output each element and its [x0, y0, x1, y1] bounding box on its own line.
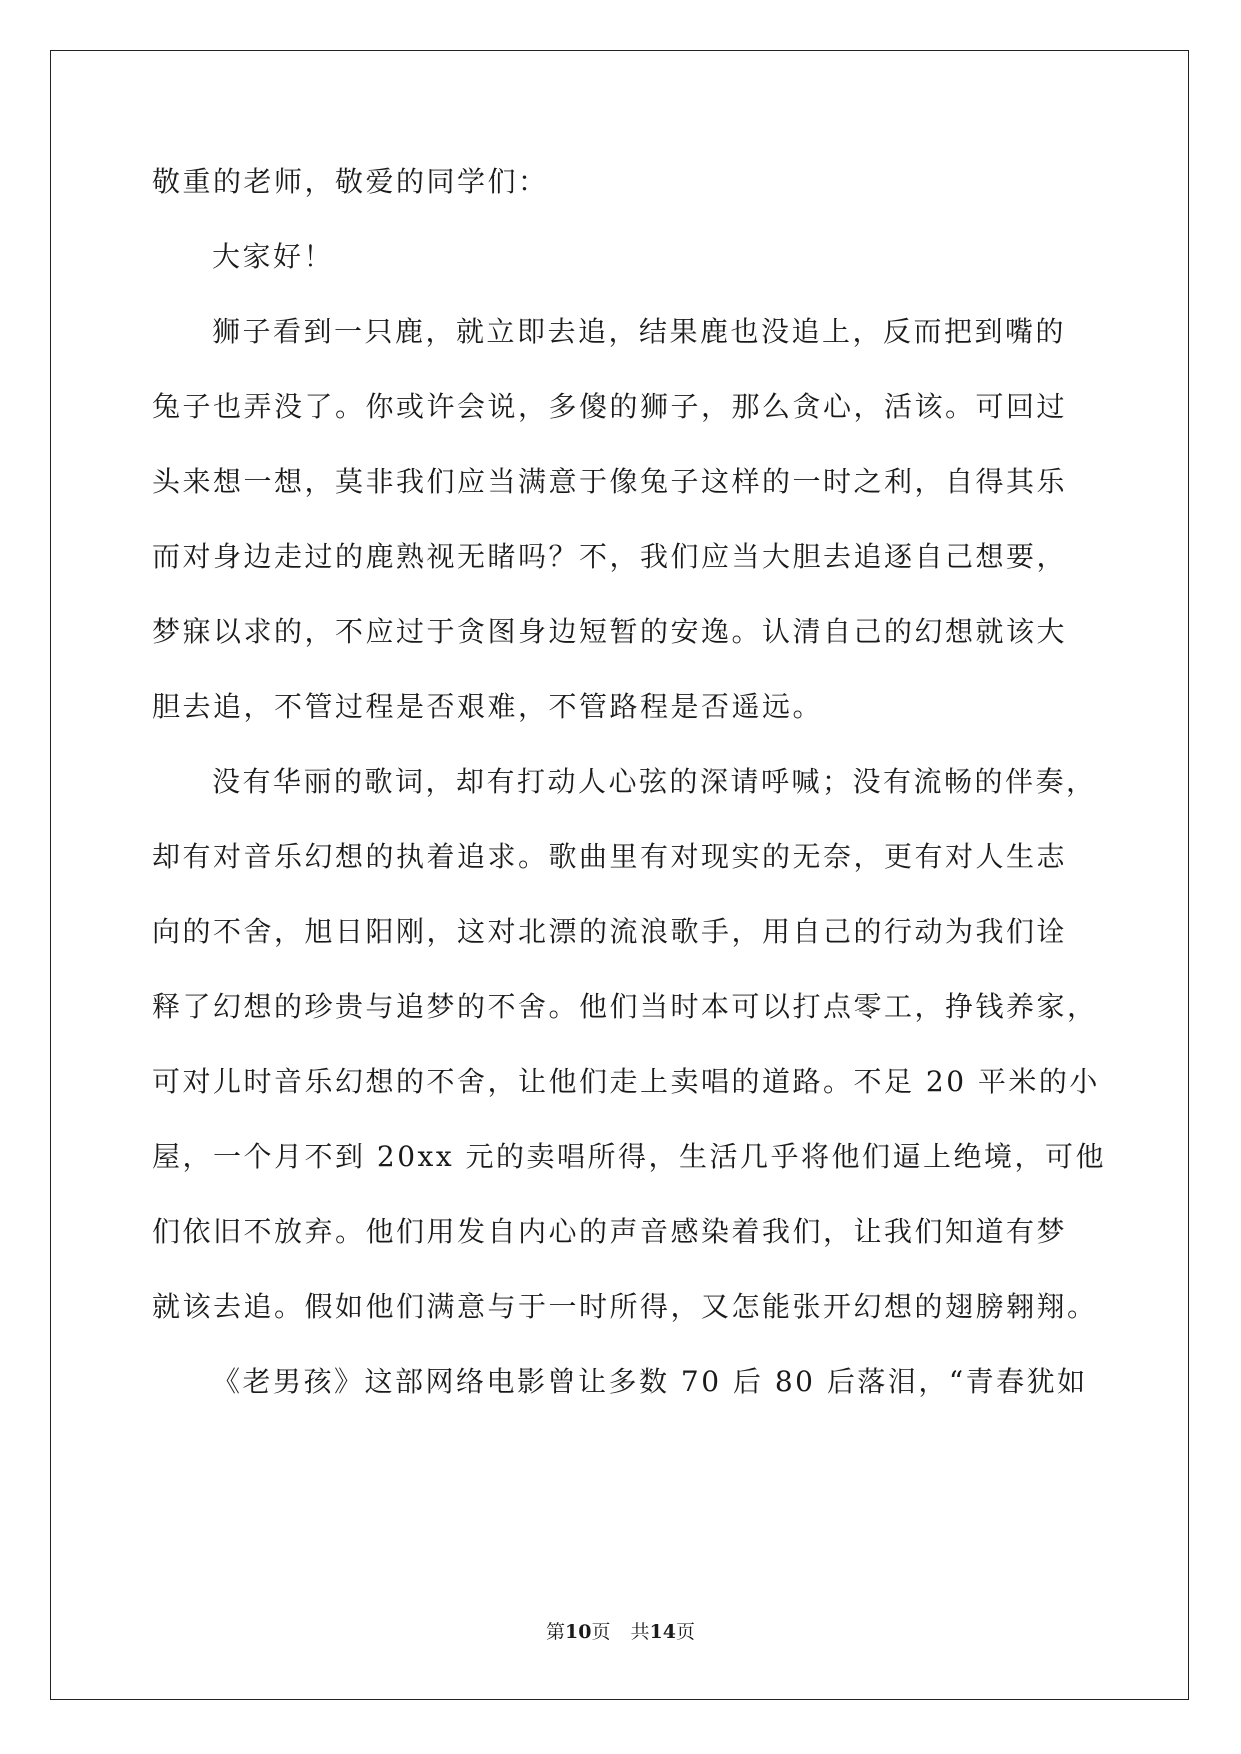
- page-current: 10: [565, 1621, 592, 1643]
- paragraph-1-line-1: 狮子看到一只鹿，就立即去追，结果鹿也没追上，反而把到嘴的: [212, 315, 1067, 348]
- paragraph-2-line-7: 们依旧不放弃。他们用发自内心的声音感染着我们，让我们知道有梦: [152, 1215, 1068, 1248]
- total-prefix: 共: [630, 1621, 650, 1643]
- greeting-line: 大家好！: [212, 240, 335, 273]
- paragraph-2-line-8: 就该去追。假如他们满意与于一时所得，又怎能张开幻想的翅膀翱翔。: [152, 1290, 1098, 1323]
- paragraph-1-line-2: 兔子也弄没了。你或许会说，多傻的狮子，那么贪心，活该。可回过: [152, 390, 1068, 423]
- paragraph-2-line-5: 可对儿时音乐幻想的不舍，让他们走上卖唱的道路。不足 20 平米的小: [152, 1065, 1100, 1098]
- total-suffix: 页: [675, 1621, 695, 1643]
- page-footer: [0, 1620, 1241, 1644]
- paragraph-1-line-3: 头来想一想，莫非我们应当满意于像兔子这样的一时之利，自得其乐: [152, 465, 1068, 498]
- paragraph-2-line-1: 没有华丽的歌词，却有打动人心弦的深请呼喊；没有流畅的伴奏，: [212, 765, 1097, 798]
- paragraph-2-line-4: 释了幻想的珍贵与追梦的不舍。他们当时本可以打点零工，挣钱养家，: [152, 990, 1098, 1023]
- paragraph-2-line-2: 却有对音乐幻想的执着追求。歌曲里有对现实的无奈，更有对人生志: [152, 840, 1068, 873]
- page-suffix: 页: [591, 1621, 611, 1643]
- paragraph-1-line-6: 胆去追，不管过程是否艰难，不管路程是否遥远。: [152, 690, 824, 723]
- page-prefix: 第: [546, 1621, 566, 1643]
- paragraph-3-line-1: 《老男孩》这部网络电影曾让多数 70 后 80 后落泪，“青春犹如: [212, 1365, 1088, 1398]
- paragraph-2-line-3: 向的不舍，旭日阳刚，这对北漂的流浪歌手，用自己的行动为我们诠: [152, 915, 1068, 948]
- paragraph-1-line-4: 而对身边走过的鹿熟视无睹吗？不，我们应当大胆去追逐自己想要，: [152, 540, 1068, 573]
- salutation-line: 敬重的老师，敬爱的同学们：: [152, 165, 549, 198]
- paragraph-2-line-6: 屋，一个月不到 20xx 元的卖唱所得，生活几乎将他们逼上绝境，可他: [152, 1140, 1107, 1173]
- page-total: 14: [649, 1621, 676, 1643]
- paragraph-1-line-5: 梦寐以求的，不应过于贪图身边短暂的安逸。认清自己的幻想就该大: [152, 615, 1068, 648]
